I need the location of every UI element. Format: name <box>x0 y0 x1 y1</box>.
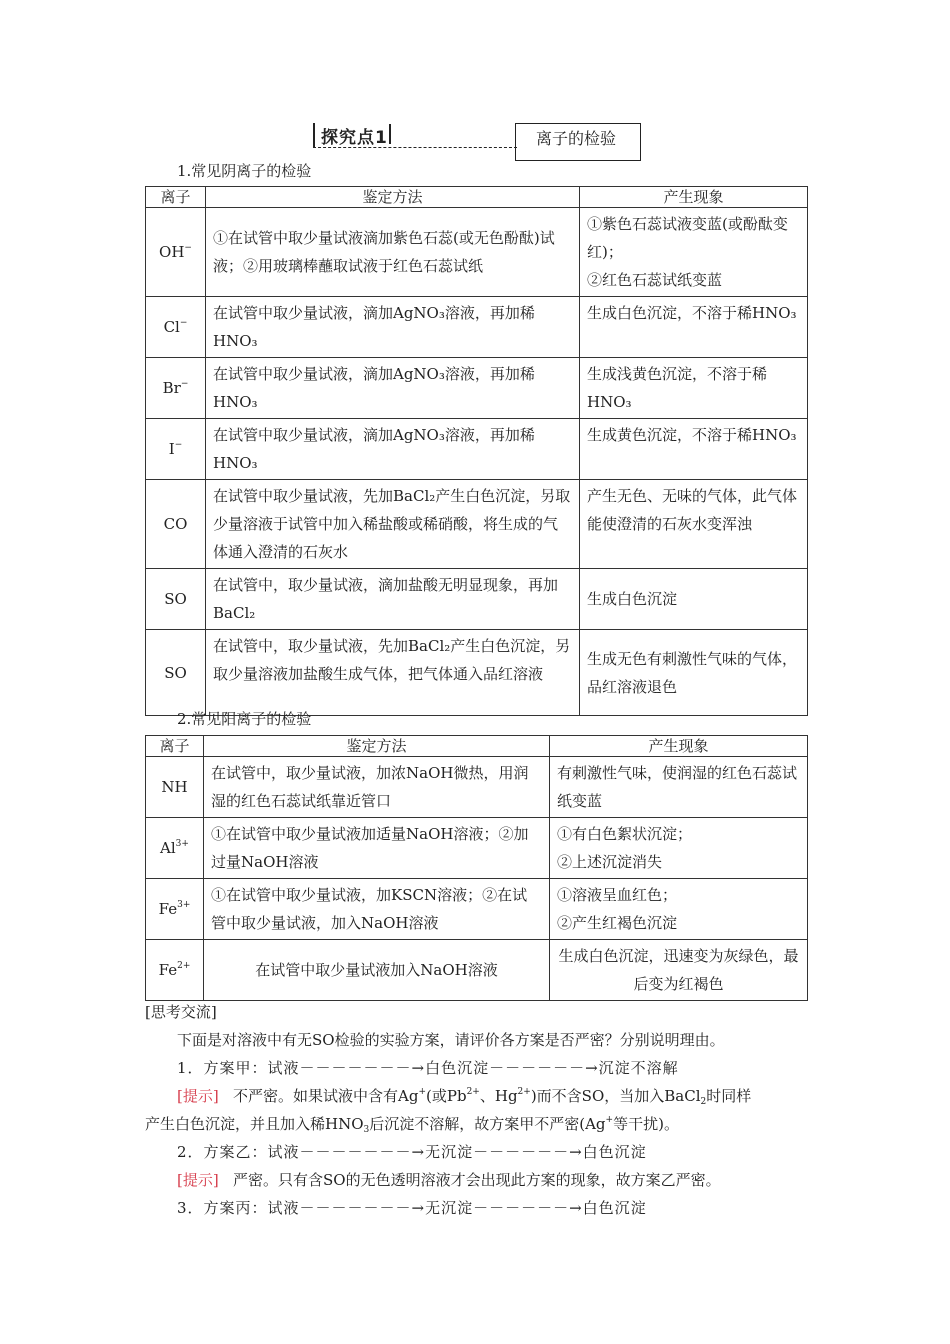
table-row: $Fe^{2+}$ 在试管中取少量试液加入NaOH溶液 生成白色沉淀，迅速变为灰绿色，最后变为红褐色 <box>146 940 808 1001</box>
table-row: Cl− 在试管中取少量试液，滴加AgNO₃溶液，再加稀HNO₃ 生成白色沉淀，不溶于稀HNO₃ <box>146 297 808 358</box>
hint-label: [提示] <box>177 1087 219 1105</box>
header-label: 探究点1 <box>321 128 388 148</box>
think-title: [思考交流] <box>145 1003 217 1021</box>
section-header <box>313 121 641 161</box>
table-row: Br− 在试管中取少量试液，滴加AgNO₃溶液，再加稀HNO₃ 生成浅黄色沉淀，不溶于稀HNO₃ <box>146 358 808 419</box>
table-row: SO 在试管中，取少量试液，滴加盐酸无明显现象，再加BaCl₂ 生成白色沉淀 <box>146 569 808 630</box>
header-title: 离子的检验 <box>536 129 617 148</box>
hint-1-line-1: [提示] 不严密。如果试液中含有Ag+(或$Pb^{2+}$、$Hg^{2+}$)而不含SO，当加入BaCl$_2$时同样 <box>177 1087 752 1107</box>
hint-label: [提示] <box>177 1171 219 1189</box>
plan-b: 2．方案乙：试液－－－－－－－→无沉淀－－－－－－→白色沉淀 <box>177 1143 647 1161</box>
col-ion: 离子 <box>146 736 204 757</box>
table-row: I− 在试管中取少量试液，滴加AgNO₃溶液，再加稀HNO₃ 生成黄色沉淀，不溶于稀HNO₃ <box>146 419 808 480</box>
col-phenomenon: 产生现象 <box>550 736 808 757</box>
anion-table <box>145 186 808 716</box>
cation-table <box>145 735 808 1001</box>
plan-a: 1．方案甲：试液－－－－－－－→白色沉淀－－－－－－→沉淀不溶解 <box>177 1059 679 1077</box>
hint-1-line-2: 产生白色沉淀，并且加入稀$HNO_3$后沉淀不溶解，故方案甲不严密(Ag+等干扰)。 <box>145 1115 679 1135</box>
table-row: NH 在试管中，取少量试液，加浓NaOH微热，用润湿的红色石蕊试纸靠近管口 有刺激性气味，使润湿的红色石蕊试纸变蓝 <box>146 757 808 818</box>
col-method: 鉴定方法 <box>204 736 550 757</box>
anion-heading: 1.常见阴离子的检验 <box>177 162 312 180</box>
table-row: OH− ①在试管中取少量试液滴加紫色石蕊(或无色酚酞)试液；②用玻璃棒蘸取试液于红色石蕊试纸 ①紫色石蕊试液变蓝(或酚酞变红)； ②红色石蕊试纸变蓝 <box>146 208 808 297</box>
cation-heading: 2.常见阳离子的检验 <box>177 710 312 728</box>
table-row: $Fe^{3+}$ ①在试管中取少量试液，加KSCN溶液；②在试管中取少量试液，加入NaOH溶液 ①溶液呈血红色； ②产生红褐色沉淀 <box>146 879 808 940</box>
hint-2: [提示] 严密。只有含SO的无色透明溶液才会出现此方案的现象，故方案乙严密。 <box>177 1171 721 1189</box>
table-row: $Al^{3+}$ ①在试管中取少量试液加适量NaOH溶液；②加过量NaOH溶液 ①有白色絮状沉淀； ②上述沉淀消失 <box>146 818 808 879</box>
table-row: CO 在试管中取少量试液，先加BaCl₂产生白色沉淀，另取少量溶液于试管中加入稀盐酸或稀硝酸，将生成的气体通入澄清的石灰水 产生无色、无味的气体，此气体能使澄清的石灰水变浑浊 <box>146 480 808 569</box>
table-header-row <box>146 187 808 208</box>
table-row: SO 在试管中，取少量试液，先加BaCl₂产生白色沉淀，另取少量溶液加盐酸生成气体，把气体通入品红溶液 生成无色有刺激性气味的气体，品红溶液退色 <box>146 630 808 716</box>
col-ion: 离子 <box>146 187 206 208</box>
col-method: 鉴定方法 <box>206 187 580 208</box>
table-header-row <box>146 736 808 757</box>
col-phenomenon: 产生现象 <box>580 187 808 208</box>
plan-c: 3．方案丙：试液－－－－－－－→无沉淀－－－－－－→白色沉淀 <box>177 1199 647 1217</box>
think-intro: 下面是对溶液中有无SO检验的实验方案，请评价各方案是否严密？分别说明理由。 <box>177 1031 725 1049</box>
